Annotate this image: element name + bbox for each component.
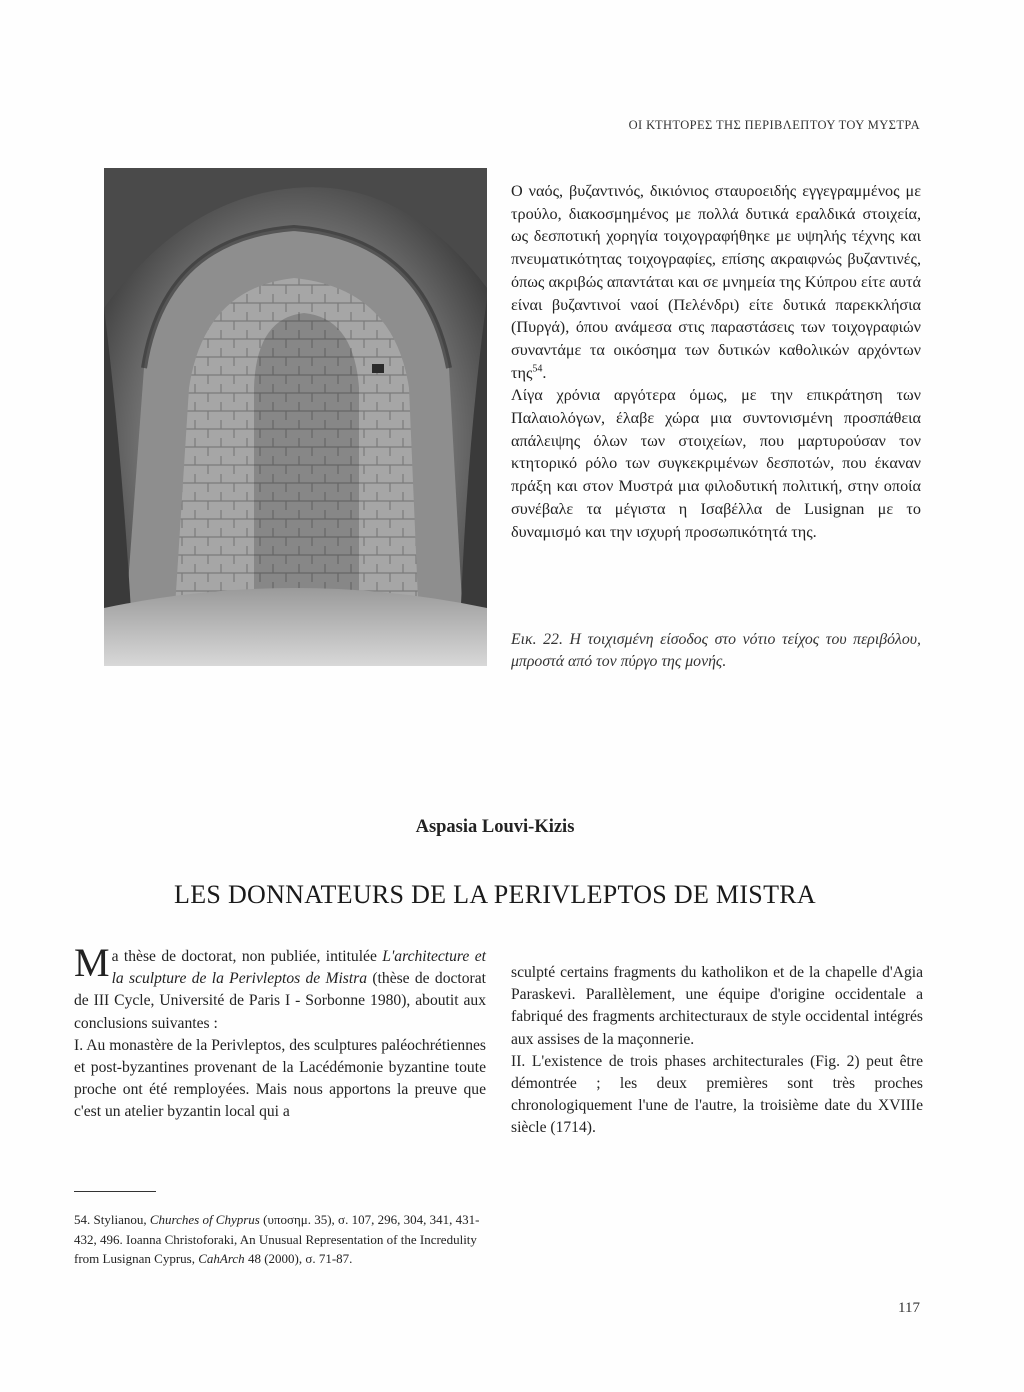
french-paragraph-3: sculpté certains fragments du katholikon et de la chapelle d'Agia Paraskevi. Parallèlement, une équipe d'origine occidentale a fabriqué des fragments architecturaux de style occidental intégrés aux assises de la maçonnerie. [511, 964, 923, 1048]
french-paragraph-2: I. Au monastère de la Perivleptos, des sculptures paléochrétiennes et post-byzantines provenant de la Lacédémonie byzantine toute proche ont été remployées. Mais nous apportons la preuve que c'est un atelier byzantin local qui a [74, 1036, 486, 1121]
greek-body-text [511, 180, 921, 543]
footnote-italic-title-2: CahArch [198, 1251, 245, 1266]
thesis-title-italic: L'architecture et la sculpture de la Perivleptos de Mistra [111, 948, 486, 988]
french-column-left [74, 940, 486, 1124]
photo-vault-illustration [104, 168, 487, 666]
french-p1-text-a: a thèse de doctorat, non publiée, intitulée [111, 948, 383, 965]
footnote-text-a: 54. Stylianou, [74, 1212, 150, 1227]
article-title: LES DONNATEURS DE LA PERIVLEPTOS DE MISTRA [174, 880, 816, 909]
footnote-54 [74, 1210, 486, 1269]
footnote-italic-title-1: Churches of Chyprus [149, 1212, 260, 1227]
footnote-ref-54[interactable]: 54 [532, 363, 543, 375]
footnote-divider [74, 1191, 156, 1192]
figure-photo-walled-entrance [104, 168, 487, 666]
running-header: ΟΙ ΚΤΗΤΟΡΕΣ ΤΗΣ ΠΕΡΙΒΛΕΠΤΟΥ ΤΟΥ ΜΥΣΤΡΑ [628, 118, 920, 132]
greek-paragraph-2: Λίγα χρόνια αργότερα όμως, με την επικράτηση των Παλαιολόγων, έλαβε χώρα μια συντονισμένη προσπάθεια απάλειψης όλων των στοιχείων, που μαρτυρούσαν τον κτητορικό ρόλο των συγκεκριμένων δεσποτών, που έκαναν πράξη και στον Μυστρά μια φιλοδυτική πολιτική, στην οποία συνέβαλε τα μέγιστα η Ισαβέλλα de Lusignan με το δυναμισμό και την ισχυρή προσωπικότητά της. [511, 386, 921, 541]
footnote-text-b: (υποσημ. 35), σ. 107, 296, 304, 341, 431-432, 496. Ioanna Christoforaki, An Unusual Representation of the Incredulity from Lusignan Cyprus, [74, 1212, 480, 1266]
french-p1-text-b: (thèse de doctorat de III Cycle, Université de Paris I - Sorbonne 1980), aboutit aux conclusions suivantes : [74, 970, 486, 1032]
french-column-right [511, 962, 923, 1140]
article-author: Aspasia Louvi-Kizis [415, 817, 575, 837]
french-paragraph-1 [74, 940, 486, 1035]
greek-paragraph-1-text: Ο ναός, βυζαντινός, δικιόνιος σταυροειδής εγγεγραμμένος με τρούλο, διακοσμημένος με πολλά δυτικά εραλδικά στοιχεία, ως δεσποτική χορηγία τοιχογραφήθηκε με υψηλής τέχνης και πνευματικότητας τοιχογραφίες, επίσης ακραιφνώς βυζαντινές, όπως ακριβώς απαντάται και σε μνημεία της Κύπρου είτε αυτά είναι βυζαντινοί ναοί (Πελένδρι) είτε δυτικά παρεκκλήσια (Πυργά), όπου ανάμεσα στις παραστάσεις των τοιχογραφιών συναντάμε τα οικόσημα των δυτικών καθολικών αρχόντων της [511, 182, 921, 382]
page-number: 117 [898, 1300, 920, 1316]
dropcap-letter: M [74, 940, 110, 985]
greek-paragraph-1-end: . [542, 363, 547, 382]
footnote-text-c: 48 (2000), σ. 71-87. [244, 1251, 353, 1266]
french-paragraph-4: II. L'existence de trois phases architecturales (Fig. 2) peut être démontrée ; les deux premières sont très proches chronologiquement l'une de l'autre, la troisième date du XVIIIe siècle (1714). [511, 1052, 923, 1137]
greek-paragraph-1 [511, 180, 921, 384]
figure-caption: Εικ. 22. Η τοιχισμένη είσοδος στο νότιο τείχος του περιβόλου, μπροστά από τον πύργο της μονής. [511, 631, 921, 670]
